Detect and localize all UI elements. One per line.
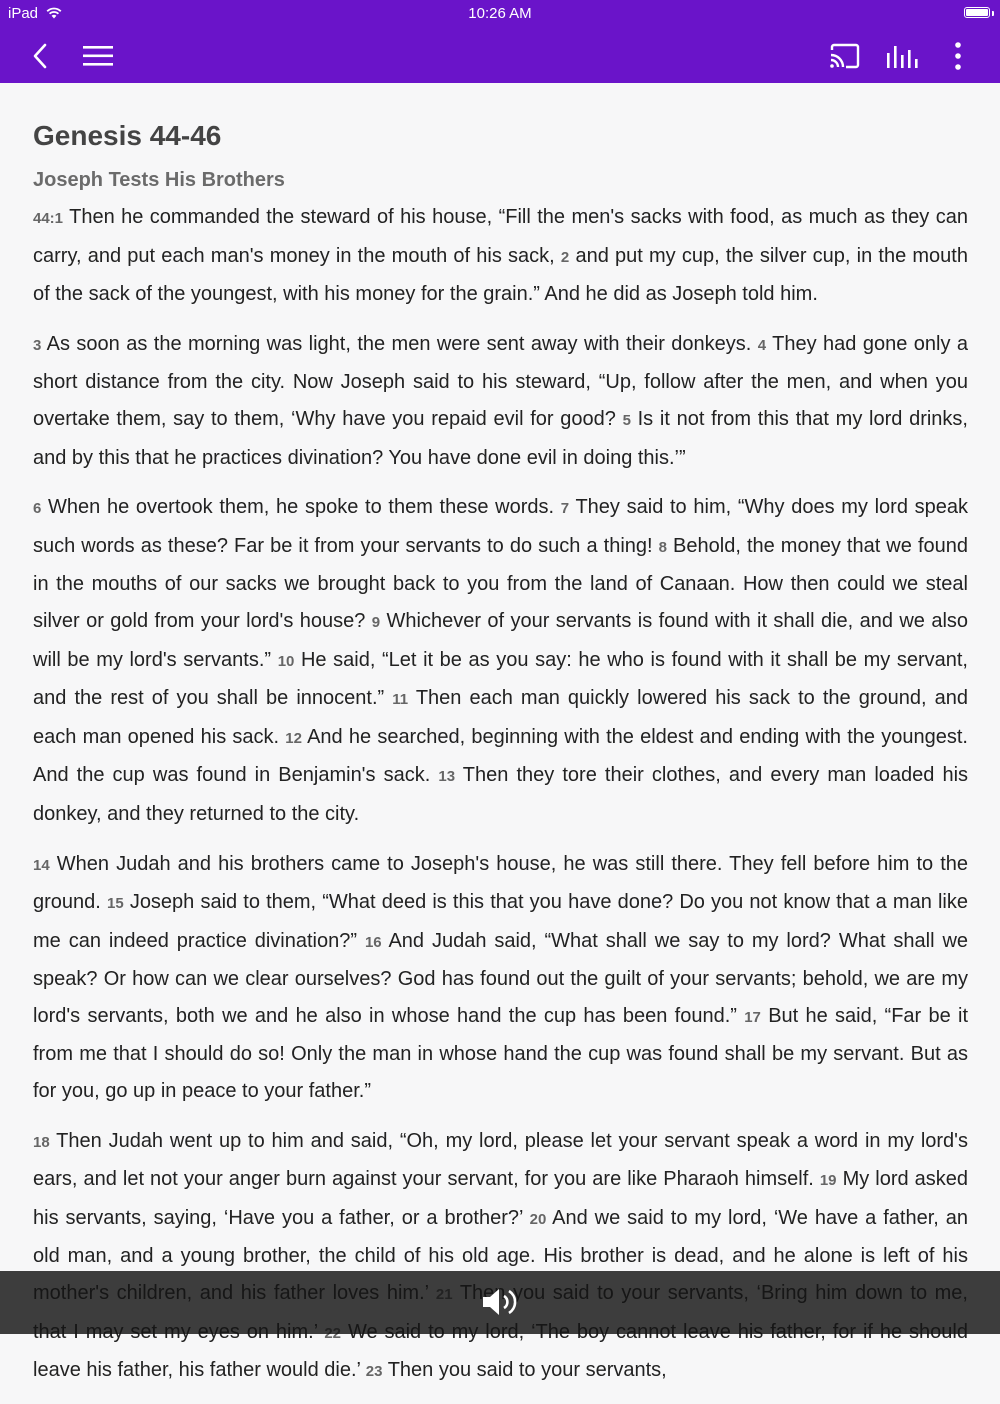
verse-text[interactable]: Joseph said to them, “What deed is this that you have done? Do you not know that a man like me can indeed practice divination?” bbox=[33, 891, 968, 952]
verse-number[interactable]: 14 bbox=[33, 856, 50, 874]
verse-number[interactable]: 7 bbox=[560, 500, 570, 518]
top-toolbar bbox=[0, 28, 1000, 83]
reader-content bbox=[33, 83, 968, 1404]
verse-number[interactable]: 6 bbox=[33, 500, 42, 518]
verse-text[interactable]: And he searched, beginning with the eldest and ending with the youngest. And the cup was found in Benjamin's sack. bbox=[33, 725, 968, 787]
verse-number[interactable]: 16 bbox=[364, 933, 382, 951]
audio-button[interactable] bbox=[882, 28, 922, 83]
audio-player-bar[interactable] bbox=[0, 1271, 1000, 1334]
verse-number[interactable]: 23 bbox=[365, 1363, 383, 1381]
more-vertical-icon bbox=[954, 42, 962, 70]
verse-text[interactable]: Is it not from this that my lord drinks, and by this that he practices divination? You have done evil in doing this.’” bbox=[33, 407, 968, 469]
battery-tip bbox=[992, 11, 994, 16]
verse-text[interactable]: My lord asked his servants, saying, ‘Have you a father, or a brother?’ bbox=[33, 1168, 968, 1229]
menu-icon bbox=[83, 45, 113, 67]
verse-text[interactable]: Then he commanded the steward of his house, “Fill the men's sacks with food, as much as they can carry, and put each man's money in the mouth of his sack, bbox=[33, 206, 968, 267]
verse-text[interactable]: Behold, the money that we found in the mouths of our sacks we brought back to you from the land of Canaan. How then could we steal silver or gold from your lord's house? bbox=[33, 534, 968, 632]
verse-number[interactable]: 11 bbox=[392, 691, 409, 709]
verse-text[interactable]: As soon as the morning was light, the men were sent away with their donkeys. bbox=[46, 332, 752, 355]
cast-icon bbox=[829, 43, 861, 69]
verse-text[interactable]: and put my cup, the silver cup, in the mouth of the sack of the youngest, with his money for the grain.” And he did as Joseph told him. bbox=[33, 244, 968, 306]
audio-bars-icon bbox=[886, 43, 918, 69]
verse-number[interactable]: 15 bbox=[106, 895, 124, 913]
scripture-paragraph bbox=[33, 489, 968, 832]
verse-number[interactable]: 3 bbox=[33, 336, 42, 354]
verse-number[interactable]: 5 bbox=[622, 411, 631, 429]
speaker-icon[interactable] bbox=[481, 1285, 519, 1324]
verse-text[interactable]: And we said to my lord, ‘We have a father, an old man, and a young brother, the child of his old age. His brother is dead, and he alone is left of his bbox=[33, 1206, 968, 1268]
verse-text[interactable]: Then Judah went up to him and said, “Oh, my lord, please let your servant speak a word in my lord's ears, and let not your anger burn against your servant, for you are like Pharaoh himself. bbox=[33, 1129, 968, 1191]
menu-button[interactable] bbox=[78, 28, 118, 83]
section-heading: Joseph Tests His Brothers bbox=[33, 169, 285, 191]
scripture-paragraph bbox=[33, 326, 968, 476]
verse-text[interactable]: When Judah and his brothers came to Joseph's house, he was still there. They fell before him to the ground. bbox=[33, 852, 968, 914]
verse-number[interactable]: 17 bbox=[744, 1008, 761, 1026]
verse-text[interactable]: Whichever of your servants is found with it shall die, and we also will be my lord's servants.” bbox=[33, 609, 969, 671]
verse-number[interactable]: 44:1 bbox=[33, 210, 64, 227]
status-bar bbox=[0, 0, 1000, 28]
verse-text[interactable]: leave his father, his father would die.’ bbox=[33, 1359, 361, 1382]
cast-button[interactable] bbox=[824, 28, 866, 83]
scripture-paragraph bbox=[33, 846, 968, 1110]
verse-text[interactable]: And Judah said, “What shall we say to my lord? What shall we speak? Or how can we clear ourselves? God has found out the guilt of your servants; behold, we are my lord's servants, both we and he also in whose hand the cup has been found.” bbox=[33, 929, 969, 1027]
scripture-paragraph bbox=[33, 199, 968, 313]
back-button[interactable] bbox=[18, 28, 62, 83]
more-button[interactable] bbox=[940, 28, 976, 83]
back-chevron-icon bbox=[32, 43, 48, 69]
verse-number[interactable]: 9 bbox=[371, 613, 381, 631]
verse-text[interactable]: But he said, “Far be it from me that I should do so! Only the man in whose hand the cup was found shall be my servant. But as for you, go up in peace to your father.” bbox=[33, 1004, 968, 1103]
verse-number[interactable]: 4 bbox=[757, 336, 767, 354]
verse-text[interactable]: They said to him, “Why does my lord speak such words as these? Far be it from your servants to do such a thing! bbox=[33, 496, 969, 557]
verse-text[interactable]: They had gone only a short distance from the city. Now Joseph said to his steward, “Up, follow after the men, and when you overtake them, say to them, ‘Why have you repaid evil for good? bbox=[33, 332, 968, 430]
verse-text[interactable]: When he overtook them, he spoke to them these words. bbox=[48, 496, 555, 519]
scripture-text bbox=[33, 199, 968, 1391]
verse-text[interactable]: He said, “Let it be as you say: he who is found with it shall be my servant, and the rest of you shall be innocent.” bbox=[33, 648, 968, 710]
battery-icon bbox=[964, 7, 990, 18]
verse-number[interactable]: 19 bbox=[819, 1172, 837, 1190]
verse-number[interactable]: 18 bbox=[33, 1133, 50, 1151]
scripture-paragraph bbox=[33, 1123, 968, 1391]
verse-number[interactable]: 20 bbox=[529, 1210, 547, 1228]
verse-text[interactable]: Then you said to your servants, bbox=[387, 1359, 667, 1382]
verse-number[interactable]: 12 bbox=[285, 729, 302, 747]
verse-text[interactable]: Then they tore their clothes, and every man loaded his donkey, and they returned to the city. bbox=[33, 764, 969, 825]
verse-number[interactable]: 10 bbox=[277, 652, 295, 670]
verse-number[interactable]: 2 bbox=[560, 248, 570, 266]
device-label: iPad bbox=[8, 5, 39, 22]
verse-text[interactable]: Then each man quickly lowered his sack to the ground, and each man opened his sack. bbox=[33, 687, 968, 748]
verse-number[interactable]: 13 bbox=[438, 768, 456, 786]
verse-number[interactable]: 8 bbox=[658, 538, 667, 556]
status-time: 10:26 AM bbox=[468, 5, 532, 22]
page-title: Genesis 44-46 bbox=[33, 120, 222, 151]
